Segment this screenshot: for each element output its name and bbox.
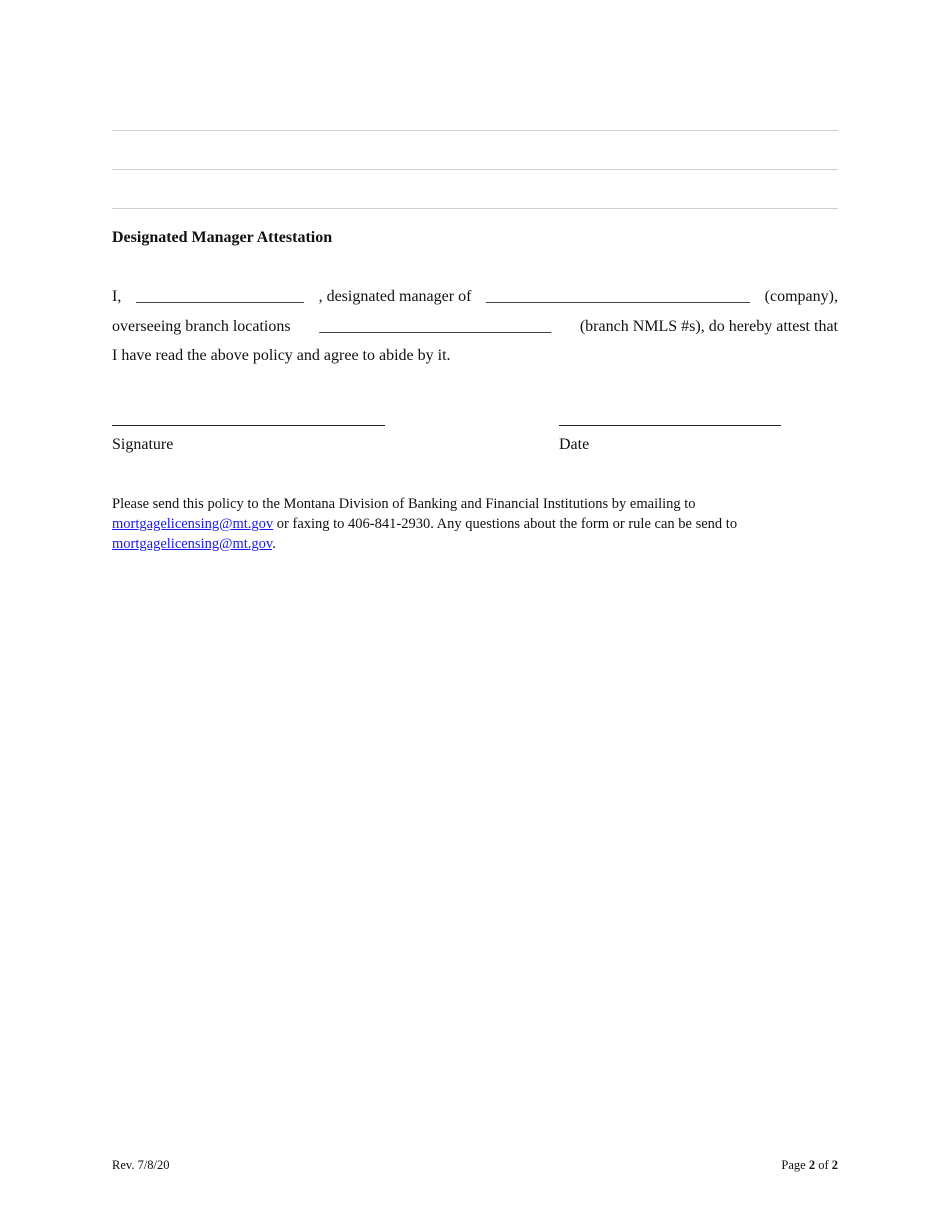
page-prefix: Page — [781, 1158, 806, 1172]
email-link-2[interactable]: mortgagelicensing@mt.gov — [112, 536, 273, 552]
date-label: Date — [559, 436, 590, 453]
page-current: 2 — [808, 1158, 816, 1172]
company-name-blank[interactable]: _________________________________ — [486, 288, 751, 305]
page-of: of — [818, 1158, 829, 1172]
signature-label: Signature — [112, 436, 174, 453]
note-text-2: or faxing to 406-841-2930. Any questions about the form or rule can be send to — [273, 516, 738, 532]
manager-name-blank[interactable]: _____________________ — [135, 288, 304, 305]
attestation-line-3: I have read the above policy and agree to abide by it. — [112, 347, 451, 364]
attestation-text-company: (company), — [764, 288, 838, 305]
note-text-3: . — [272, 536, 276, 552]
section-heading: Designated Manager Attestation — [112, 229, 333, 246]
attestation-text-overseeing: overseeing branch locations — [112, 318, 291, 335]
page-total: 2 — [831, 1158, 838, 1172]
attestation-text-manager-of: , designated manager of — [318, 288, 472, 305]
submission-note — [112, 494, 838, 554]
signature-line[interactable] — [112, 425, 385, 426]
attestation-text-i: I, — [112, 288, 122, 305]
date-line[interactable] — [559, 425, 781, 426]
page-number — [781, 1158, 838, 1173]
blank-line-3 — [112, 208, 838, 209]
blank-line-1 — [112, 130, 838, 131]
attestation-text-attest: (branch NMLS #s), do hereby attest that — [579, 318, 838, 335]
branch-nmls-blank[interactable]: _____________________________ — [319, 318, 552, 335]
email-link-1[interactable]: mortgagelicensing@mt.gov — [112, 516, 274, 532]
attestation-line-2 — [112, 318, 838, 336]
attestation-line-1 — [112, 288, 838, 306]
revision-date: Rev. 7/8/20 — [112, 1158, 170, 1172]
blank-line-2 — [112, 169, 838, 170]
note-text-1: Please send this policy to the Montana Division of Banking and Financial Institutions by emailing to — [112, 496, 696, 512]
